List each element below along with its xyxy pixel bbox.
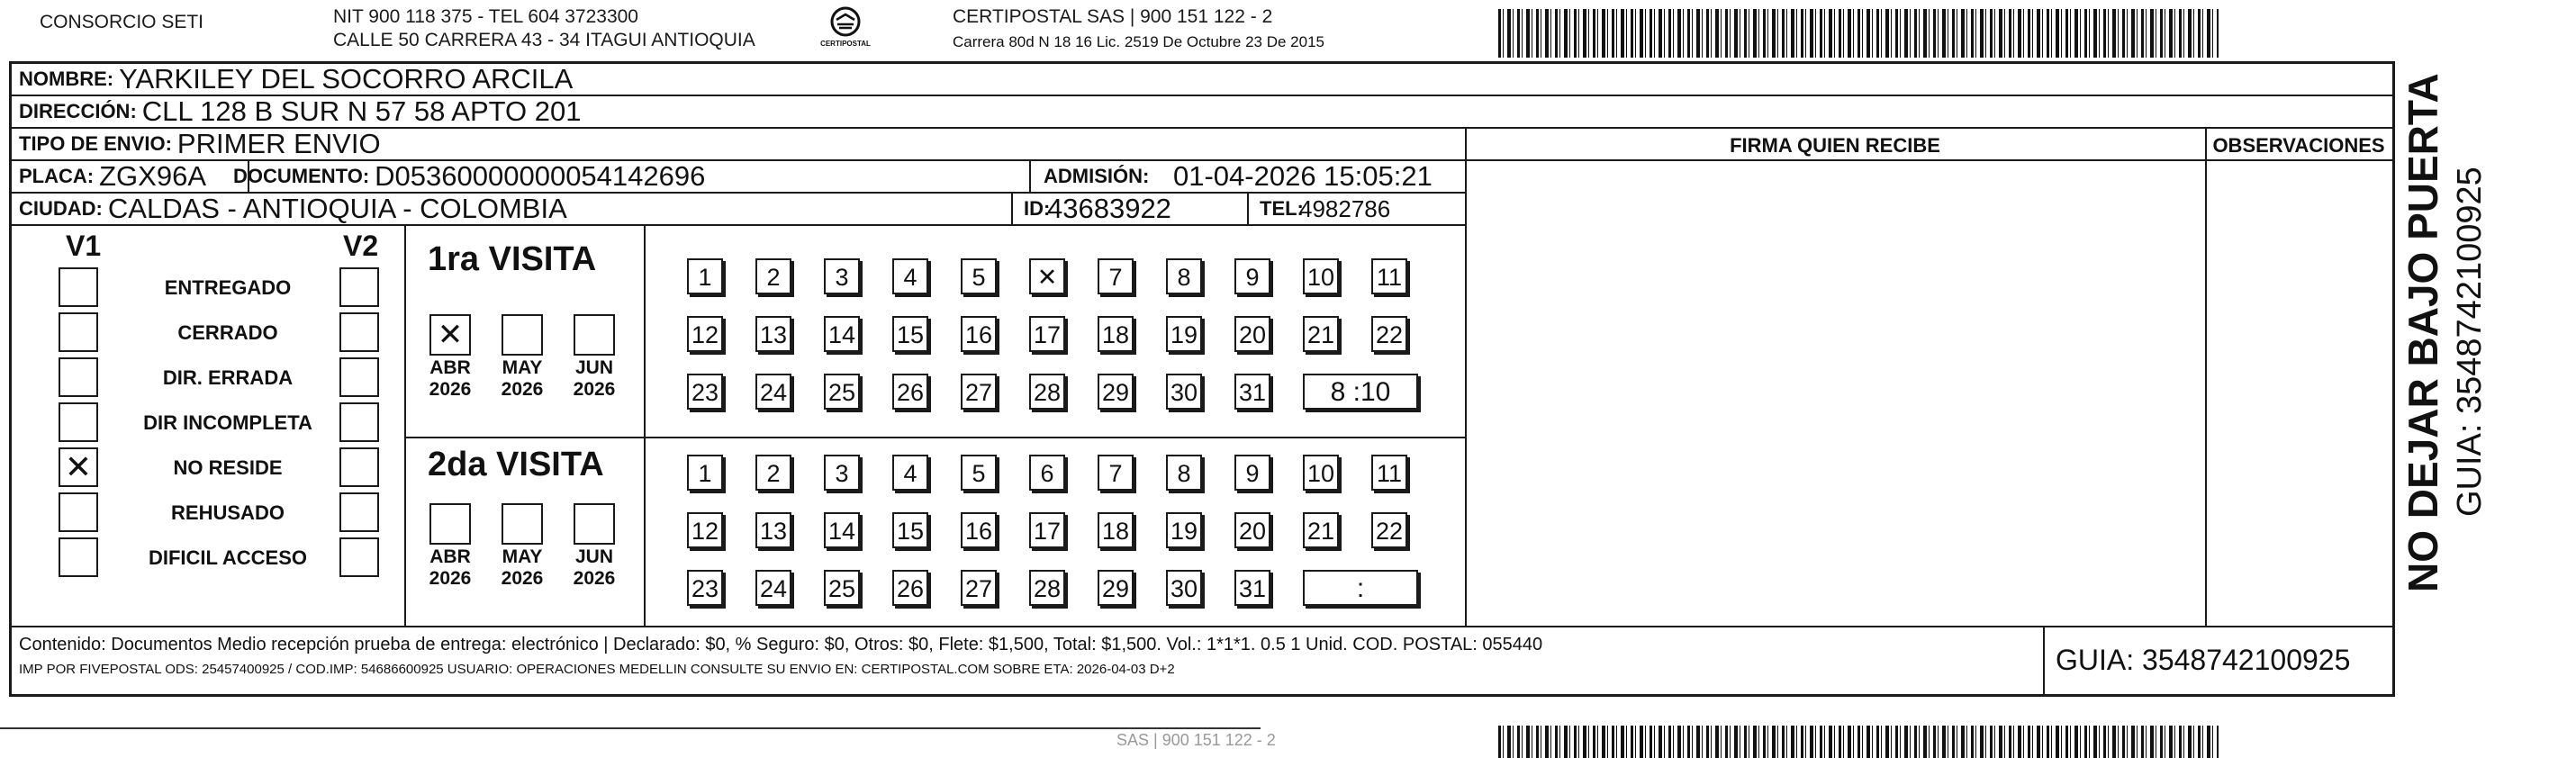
id-value: 43683922 [1047,193,1171,224]
divider [1465,159,2392,161]
carrier-line: CERTIPOSTAL SAS | 900 151 122 - 2 [953,6,1273,27]
nombre-value: YARKILEY DEL SOCORRO ARCILA [119,63,574,95]
day-box[interactable]: 11 [1371,258,1407,294]
day-box[interactable]: 9 [1234,455,1270,491]
documento-label: DOCUMENTO: [233,165,370,187]
day-box[interactable]: 19 [1166,512,1202,548]
day-box[interactable]: 1 [687,258,723,294]
day-box[interactable]: ✕ [1029,258,1065,294]
day-box[interactable]: 11 [1371,455,1407,491]
certipostal-logo [814,4,877,54]
status-label: CERRADO [177,321,278,344]
year-label: 2026 [501,568,544,589]
year-label: 2026 [573,568,616,589]
day-box[interactable]: 22 [1371,316,1407,352]
second-visit-title: 2da VISITA [428,446,604,483]
v2-checkbox[interactable] [339,357,379,397]
v2-checkbox[interactable] [339,267,379,307]
day-box[interactable]: 30 [1166,374,1202,410]
day-box[interactable]: 22 [1371,512,1407,548]
day-box[interactable]: 21 [1303,316,1339,352]
day-box[interactable]: 17 [1029,512,1065,548]
year-label: 2026 [429,379,472,400]
day-box[interactable]: 15 [892,512,928,548]
day-box[interactable]: 25 [824,374,860,410]
day-box[interactable]: 10 [1303,258,1339,294]
month-label: JUN [574,546,613,567]
day-box[interactable]: 26 [892,374,928,410]
firma-area[interactable] [1467,163,2203,624]
day-box[interactable]: 7 [1098,455,1134,491]
day-box[interactable]: 20 [1234,512,1270,548]
placa-label: PLACA: [19,165,95,187]
day-box[interactable]: 14 [824,316,860,352]
ciudad-label: CIUDAD: [19,197,103,220]
month-label: ABR [429,357,471,378]
day-box[interactable]: 27 [961,374,997,410]
month-label: ABR [429,546,471,567]
month-checkbox[interactable] [429,503,471,545]
year-label: 2026 [429,568,472,589]
tipo-label: TIPO DE ENVIO: [19,132,172,155]
day-box[interactable]: 9 [1234,258,1270,294]
status-label: DIR INCOMPLETA [143,411,312,434]
no-dejar-text: NO DEJAR BAJO PUERTA [2400,73,2446,592]
v1-checkbox[interactable]: ✕ [59,447,98,487]
v1-label: V1 [66,230,102,262]
day-box[interactable]: 13 [755,512,791,548]
divider [12,626,2392,627]
top-barcode [1498,9,2219,58]
day-box[interactable]: 17 [1029,316,1065,352]
admision-value: 01-04-2026 15:05:21 [1173,160,1433,192]
tipo-value: PRIMER ENVIO [176,128,381,159]
day-box[interactable]: 18 [1098,316,1134,352]
day-box[interactable]: 2 [755,455,791,491]
observaciones-area[interactable] [2207,163,2391,624]
year-label: 2026 [573,379,616,400]
day-box[interactable]: 5 [961,258,997,294]
day-box[interactable]: 18 [1098,512,1134,548]
tel-label: TEL: [1260,197,1304,220]
day-box[interactable]: 29 [1098,570,1134,606]
bottom-barcode [1498,726,2219,758]
side-guia-text: GUIA: 3548742100925 [2451,167,2489,517]
observaciones-label: OBSERVACIONES [2212,134,2385,157]
logo-text: CERTIPOSTAL [820,40,871,48]
divider [1011,194,1013,226]
time-box[interactable]: 8 :10 [1303,374,1418,410]
day-box[interactable]: 23 [687,570,723,606]
day-box[interactable]: 31 [1234,374,1270,410]
month-checkbox[interactable] [502,314,543,356]
month-label: JUN [574,357,613,378]
divider [644,226,646,626]
v2-checkbox[interactable] [339,402,379,442]
divider [1029,161,1031,194]
day-box[interactable]: 1 [687,455,723,491]
divider [2043,626,2045,694]
day-box[interactable]: 27 [961,570,997,606]
day-box[interactable]: 16 [961,512,997,548]
documento-value: D05360000000054142696 [375,160,706,192]
day-box[interactable]: 12 [687,512,723,548]
day-box[interactable]: 23 [687,374,723,410]
bottom-rule [0,727,1261,729]
day-box[interactable]: 7 [1098,258,1134,294]
day-box[interactable]: 5 [961,455,997,491]
v2-label: V2 [343,230,379,262]
guia-number: GUIA: 3548742100925 [2056,644,2351,676]
nombre-label: NOMBRE: [19,68,114,90]
admision-label: ADMISIÓN: [1044,165,1150,187]
v1-checkbox[interactable] [59,267,98,307]
day-box[interactable]: 12 [687,316,723,352]
contenido-text: Contenido: Documentos Medio recepción prueba de entrega: electrónico | Declarado: $0, % Seguro: $0, Otros: $0, Flete: $1,500, Total: $1,500. Vol.: 1*1*1. 0.5 1 Unid. COD. POSTAL: 055440 [19,635,1543,654]
day-box[interactable]: 6 [1029,455,1065,491]
v1-checkbox[interactable] [59,492,98,532]
delivery-form [9,61,2395,697]
status-label: REHUSADO [171,501,285,524]
status-label: DIFICIL ACCESO [148,546,307,569]
month-checkbox[interactable] [574,503,615,545]
month-checkbox[interactable]: ✕ [429,314,471,356]
day-box[interactable]: 25 [824,570,860,606]
day-box[interactable]: 26 [892,570,928,606]
month-label: MAY [502,546,543,567]
day-box[interactable]: 21 [1303,512,1339,548]
tel-value: 4982786 [1299,194,1391,222]
license-line: Carrera 80d N 18 16 Lic. 2519 De Octubre 23 De 2015 [953,33,1324,50]
month-checkbox[interactable] [502,503,543,545]
divider [404,226,406,626]
nombre-row [12,64,2392,96]
divider [404,437,1465,438]
day-box[interactable]: 8 [1166,258,1202,294]
year-label: 2026 [501,379,544,400]
tipo-row [12,129,1465,161]
time-box[interactable]: : [1303,570,1418,606]
v1-checkbox[interactable] [59,537,98,577]
direccion-label: DIRECCIÓN: [19,100,137,122]
status-label: NO RESIDE [173,456,283,479]
day-box[interactable]: 29 [1098,374,1134,410]
day-box[interactable]: 13 [755,316,791,352]
day-box[interactable]: 4 [892,455,928,491]
ciudad-value: CALDAS - ANTIOQUIA - COLOMBIA [107,193,567,224]
day-box[interactable]: 20 [1234,316,1270,352]
v2-checkbox[interactable] [339,537,379,577]
nit-line: NIT 900 118 375 - TEL 604 3723300 [333,6,638,27]
day-box[interactable]: 3 [824,455,860,491]
day-box[interactable]: 28 [1029,570,1065,606]
direccion-row [12,96,2392,129]
day-box[interactable]: 3 [824,258,860,294]
bottom-partial-text: SAS | 900 151 122 - 2 [1116,731,1276,749]
month-checkbox[interactable] [574,314,615,356]
day-box[interactable]: 16 [961,316,997,352]
day-box[interactable]: 24 [755,374,791,410]
v2-checkbox[interactable] [339,447,379,487]
direccion-value: CLL 128 B SUR N 57 58 APTO 201 [141,95,582,127]
v2-checkbox[interactable] [339,312,379,352]
day-box[interactable]: 30 [1166,570,1202,606]
firma-label: FIRMA QUIEN RECIBE [1730,134,1940,157]
first-visit-title: 1ra VISITA [428,240,597,278]
day-box[interactable]: 2 [755,258,791,294]
divider [248,161,249,194]
company-name: CONSORCIO SETI [40,12,204,32]
day-box[interactable]: 4 [892,258,928,294]
status-label: ENTREGADO [164,276,292,299]
v2-checkbox[interactable] [339,492,379,532]
v1-checkbox[interactable] [59,312,98,352]
day-box[interactable]: 10 [1303,455,1339,491]
v1-checkbox[interactable] [59,357,98,397]
v1-checkbox[interactable] [59,402,98,442]
day-box[interactable]: 14 [824,512,860,548]
address-line: CALLE 50 CARRERA 43 - 34 ITAGUI ANTIOQUIA [333,30,755,50]
day-box[interactable]: 31 [1234,570,1270,606]
status-label: DIR. ERRADA [162,366,294,389]
day-box[interactable]: 28 [1029,374,1065,410]
day-box[interactable]: 24 [755,570,791,606]
id-label: ID: [1024,197,1051,220]
day-box[interactable]: 15 [892,316,928,352]
placa-value: ZGX96A [99,160,206,192]
day-box[interactable]: 19 [1166,316,1202,352]
day-box[interactable]: 8 [1166,455,1202,491]
divider [1247,194,1249,226]
placa-row [12,161,1465,194]
imp-line: IMP POR FIVEPOSTAL ODS: 25457400925 / COD.IMP: 54686600925 USUARIO: OPERACIONES MEDELLIN CONSULTE SU ENVIO EN: CERTIPOSTAL.COM SOBRE ETA: 2026-04-03 D+2 [19,662,1175,677]
month-label: MAY [502,357,543,378]
